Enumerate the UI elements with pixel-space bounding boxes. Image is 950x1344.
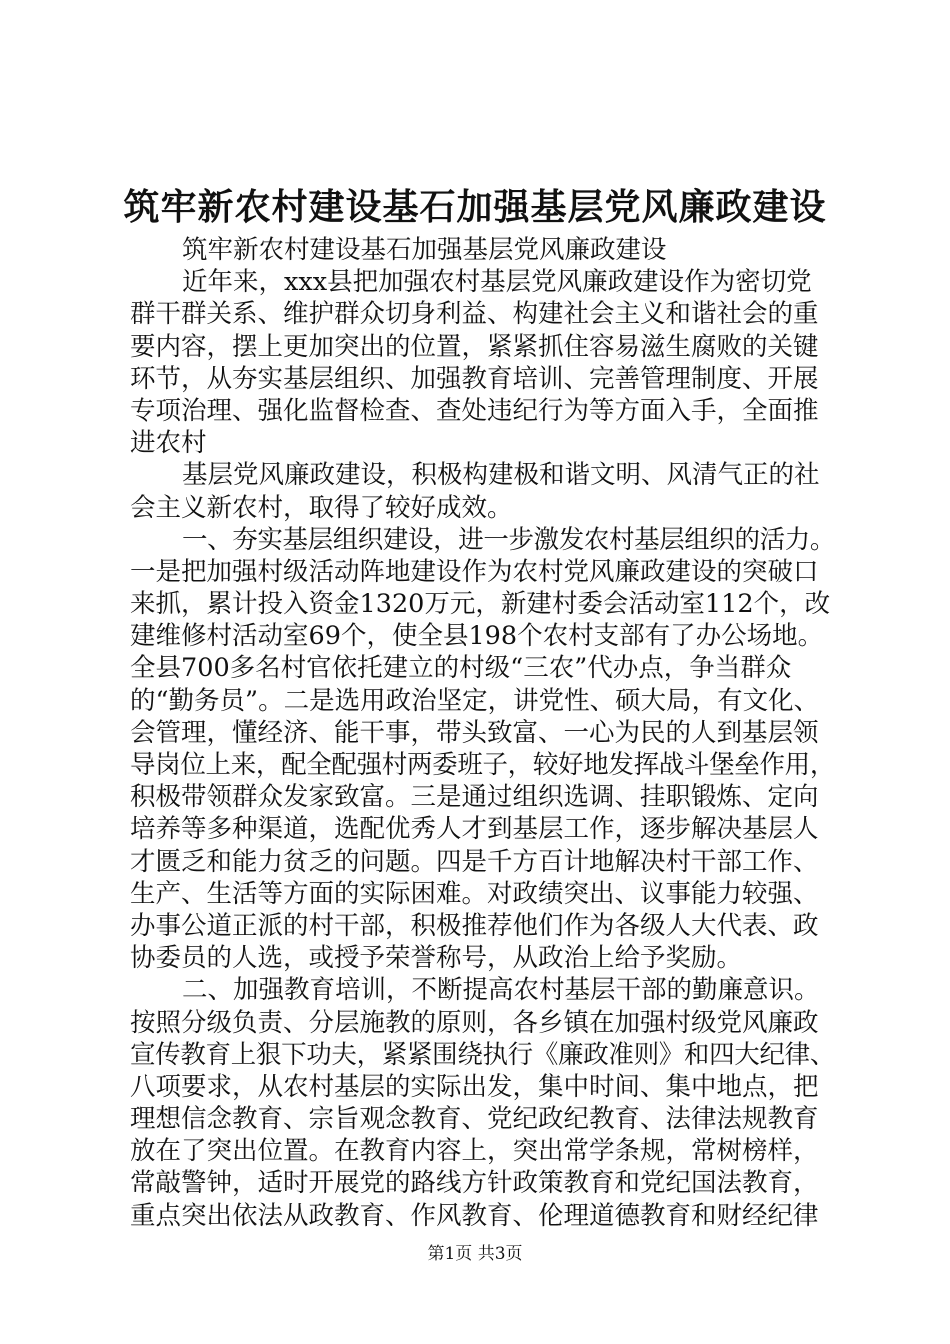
- text-line: 会管理，懂经济、能干事，带头致富、一心为民的人到基层领: [130, 717, 819, 748]
- document-title: 筑牢新农村建设基石加强基层党风廉政建设: [123, 186, 827, 228]
- text-line: 培养等多种渠道，选配优秀人才到基层工作，逐步解决基层人: [130, 814, 819, 845]
- text-line: 重点突出依法从政教育、作风教育、伦理道德教育和财经纪律: [130, 1200, 819, 1231]
- text-line: 要内容，摆上更加突出的位置，紧紧抓住容易滋生腐败的关键: [130, 331, 819, 362]
- text-line: 一、夯实基层组织建设，进一步激发农村基层组织的活力。: [182, 524, 836, 555]
- text-line: 八项要求，从农村基层的实际出发，集中时间、集中地点，把: [130, 1071, 819, 1102]
- text-line: 放在了突出位置。在教育内容上，突出常学条规，常树榜样，: [130, 1136, 819, 1167]
- text-line: 会主义新农村，取得了较好成效。: [130, 492, 513, 523]
- text-line: 近年来，xxx县把加强农村基层党风廉政建设作为密切党: [182, 267, 812, 298]
- text-line: 筑牢新农村建设基石加强基层党风廉政建设: [182, 235, 667, 265]
- text-line: 按照分级负责、分层施教的原则，各乡镇在加强村级党风廉政: [130, 1007, 819, 1038]
- text-line: 全县700多名村官依托建立的村级“三农”代办点，争当群众: [130, 653, 792, 684]
- text-line: 宣传教育上狠下功夫，紧紧围绕执行《廉政准则》和四大纪律、: [130, 1039, 836, 1070]
- text-line: 群干群关系、维护群众切身利益、构建社会主义和谐社会的重: [130, 299, 819, 330]
- text-line: 理想信念教育、宗旨观念教育、党纪政纪教育、法律法规教育: [130, 1104, 819, 1135]
- document-body: [130, 234, 836, 1232]
- text-line: 一是把加强村级活动阵地建设作为农村党风廉政建设的突破口: [130, 556, 819, 587]
- page-number-footer: 第1页 共3页: [427, 1244, 523, 1264]
- text-line: 进农村: [130, 428, 207, 459]
- text-line: 生产、生活等方面的实际困难。对政绩突出、议事能力较强、: [130, 878, 819, 909]
- text-line: 建维修村活动室69个，使全县198个农村支部有了办公场地。: [130, 621, 824, 652]
- text-line: 导岗位上来，配全配强村两委班子，较好地发挥战斗堡垒作用，: [130, 750, 836, 780]
- text-line: 协委员的人选，或授予荣誉称号，从政治上给予奖励。: [130, 943, 743, 974]
- text-line: 办事公道正派的村干部，积极推荐他们作为各级人大代表、政: [130, 910, 819, 941]
- text-line: 基层党风廉政建设，积极构建极和谐文明、风清气正的社: [182, 460, 820, 491]
- text-line: 才匮乏和能力贫乏的问题。四是千方百计地解决村干部工作、: [130, 846, 819, 877]
- text-line: 积极带领群众发家致富。三是通过组织选调、挂职锻炼、定向: [130, 782, 819, 813]
- text-line: 二、加强教育培训，不断提高农村基层干部的勤廉意识。: [182, 975, 820, 1006]
- text-line: 专项治理、强化监督检查、查处违纪行为等方面入手，全面推: [130, 395, 819, 426]
- text-line: 来抓，累计投入资金1320万元，新建村委会活动室112个，改: [130, 589, 831, 620]
- text-line: 的“勤务员”。二是选用政治坚定，讲党性、硕大局，有文化、: [130, 685, 820, 716]
- text-line: 常敲警钟，适时开展党的路线方针政策教育和党纪国法教育，: [130, 1168, 819, 1199]
- text-line: 环节，从夯实基层组织、加强教育培训、完善管理制度、开展: [130, 363, 819, 394]
